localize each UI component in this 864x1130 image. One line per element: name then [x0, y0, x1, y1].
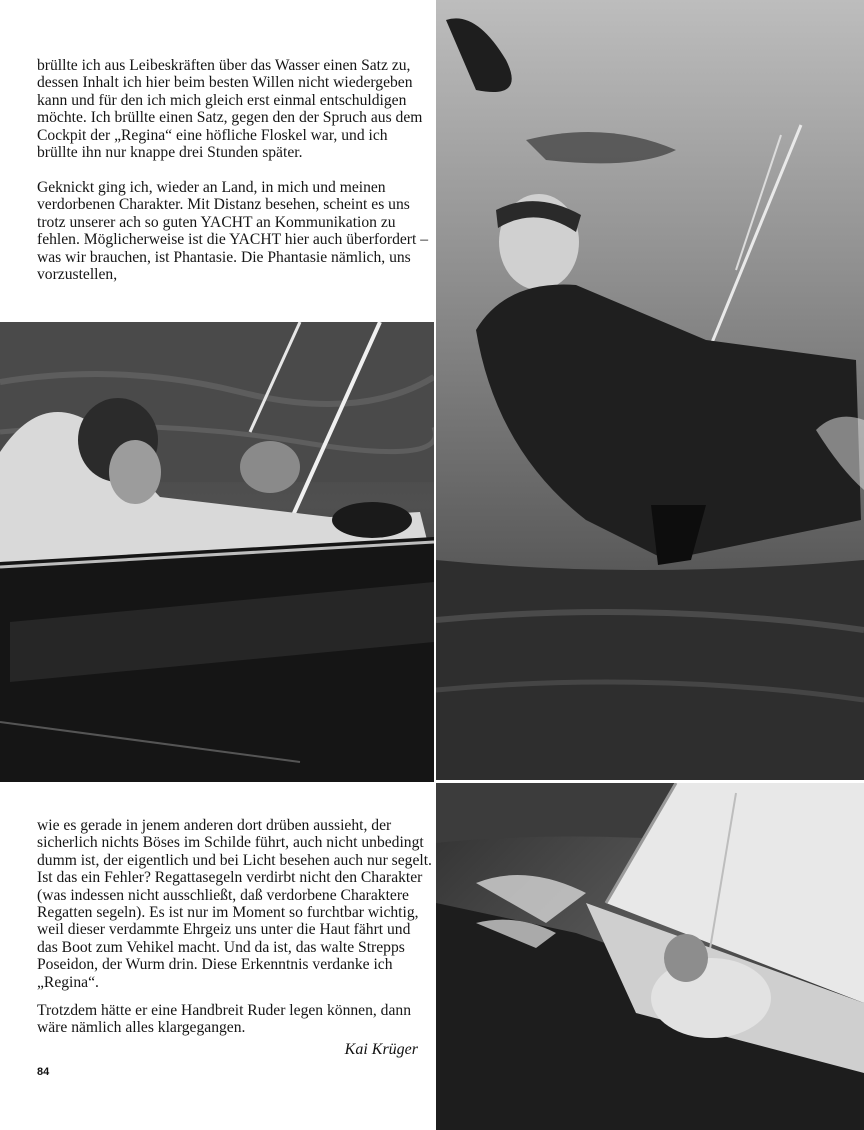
author-signature: Kai Krüger [344, 1041, 418, 1058]
sailors-hiking-photo [0, 322, 434, 782]
page-number: 84 [37, 1066, 50, 1078]
dinghy-racing-photo [436, 783, 864, 1130]
article-paragraph-4: Trotzdem hätte er eine Handbreit Ruder legen können, dann wäre nämlich alles klargegangen. [37, 1002, 411, 1037]
article-paragraph-1: brüllte ich aus Leibeskräften über das Wasser einen Satz zu, dessen Inhalt ich hier beim besten Willen nicht wiedergeben kann und für den ich mich gleich erst einmal entschuldigen möchte. Ich brüllte einen Satz, gegen den der Spruch aus dem Cockpit der „Regina“ eine höfliche Floskel war, und ich brüllte ihn nur knappe drei Stunden später. [37, 57, 423, 162]
sailor-trapeze-photo [436, 0, 864, 780]
article-paragraph-3: wie es gerade in jenem anderen dort drüben aussieht, der sicherlich nichts Böses im Schilde führt, auch nicht unbedingt dumm ist, der eigentlich und bei Licht besehen auch nur segelt. Ist das ein Fehler? Regattasegeln verdirbt nicht den Charakter (was indessen nicht ausschließt, daß verdorbene Charaktere Regatten segeln). Es ist nur im Moment so furchtbar wichtig, weil dieser verdammte Ehrgeiz uns unter die Haut fährt und das Boot zum Vehikel macht. Und da ist, das walte Strepps Poseidon, der Wurm drin. Diese Erkenntnis verdanke ich „Regina“. [37, 817, 432, 991]
article-paragraph-2: Geknickt ging ich, wieder an Land, in mich und meinen verdorbenen Charakter. Mit Distanz besehen, scheint es uns trotz unserer ach so guten YACHT an Kommunikation zu fehlen. Möglicherweise ist die YACHT hier auch überfordert – was wir brauchen, ist Phantasie. Die Phantasie nämlich, uns vorzustellen, [37, 179, 429, 284]
